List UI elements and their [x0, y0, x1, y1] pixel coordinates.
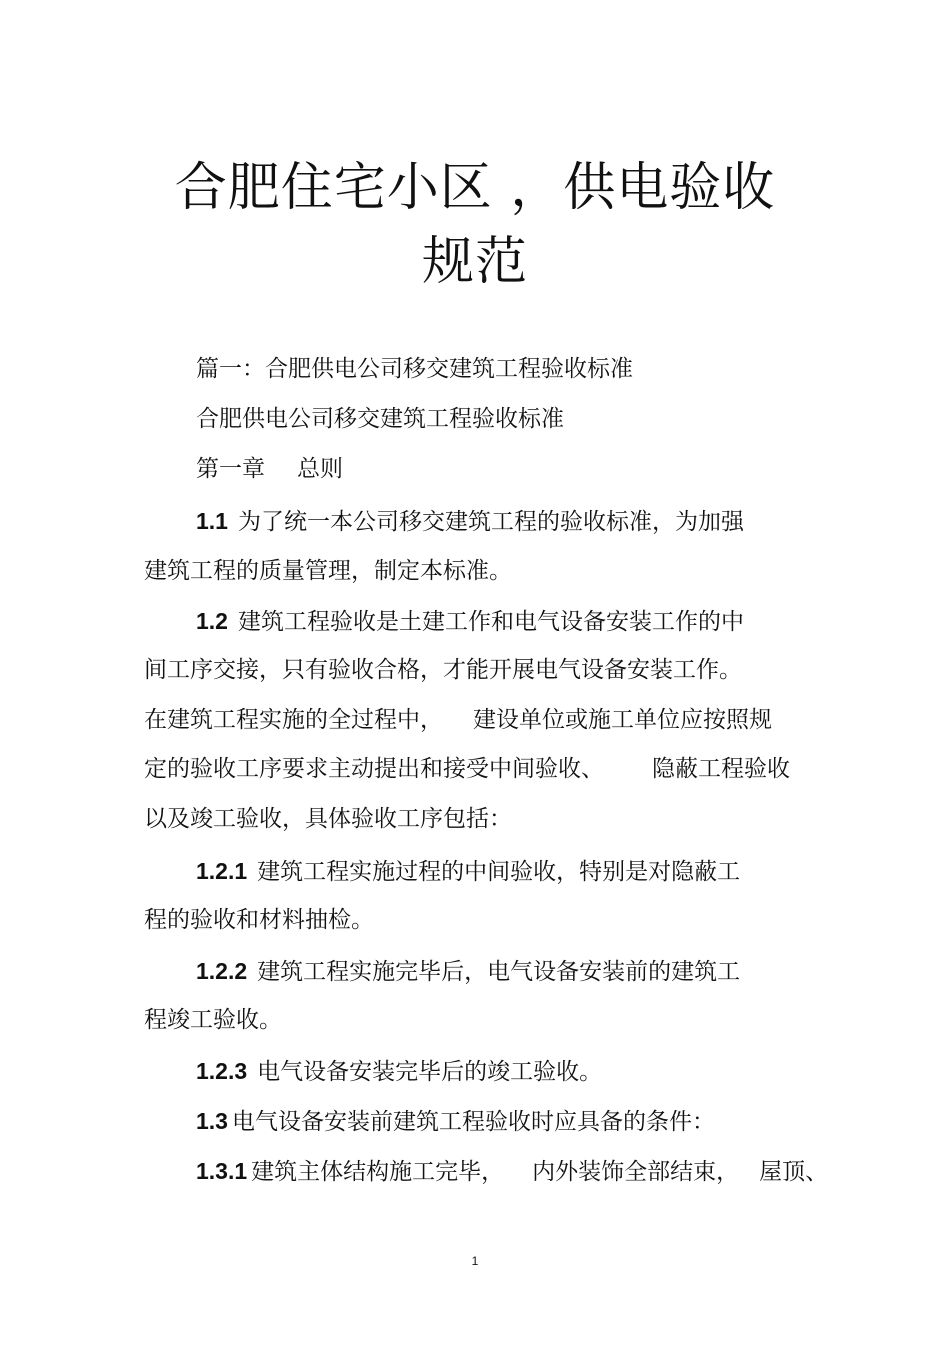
clause-text: 电气设备安装前建筑工程验收时应具备的条件： — [231, 1109, 715, 1135]
section-heading: 篇一：合肥供电公司移交建筑工程验收标准 — [196, 356, 633, 382]
clause-1-2 — [196, 610, 744, 634]
text-segment: 建筑主体结构施工完毕， — [251, 1159, 505, 1185]
clause-1-2-3 — [196, 1060, 602, 1084]
paragraph-line: 以及竣工验收，具体验收工序包括： — [144, 806, 512, 832]
clause-number: 1.3 — [196, 1108, 228, 1134]
clause-1-2-1 — [196, 860, 740, 884]
clause-1-3 — [196, 1110, 715, 1134]
clause-text: 建筑工程验收是土建工作和电气设备安装工作的中 — [237, 609, 744, 635]
clause-number: 1.3.1 — [196, 1158, 248, 1184]
paragraph-line: 程竣工验收。 — [144, 1007, 282, 1033]
document-title-line-1: 合肥住宅小区 ，供电验收 — [174, 158, 776, 218]
clause-1-3-1 — [196, 1160, 828, 1184]
paragraph-line: 程的验收和材料抽检。 — [144, 907, 374, 933]
clause-number: 1.2.1 — [196, 858, 248, 884]
page-number: 1 — [471, 1254, 479, 1268]
clause-text: 建筑工程实施完毕后，电气设备安装前的建筑工 — [257, 959, 741, 985]
document-title-line-2: 规范 — [421, 232, 528, 292]
paragraph-line — [144, 758, 790, 781]
clause-text: 为了统一本公司移交建筑工程的验收标准，为加强 — [237, 509, 744, 535]
text-segment: 内外装饰全部结束， — [532, 1159, 740, 1185]
standard-title: 合肥供电公司移交建筑工程验收标准 — [196, 406, 564, 432]
clause-number: 1.1 — [196, 508, 228, 534]
paragraph-line: 建筑工程的质量管理，制定本标准。 — [144, 558, 512, 584]
clause-number: 1.2.2 — [196, 958, 248, 984]
chapter-number: 第一章 — [196, 456, 265, 482]
text-segment: 定的验收工序要求主动提出和接受中间验收、 — [144, 756, 604, 782]
paragraph-line — [144, 709, 772, 732]
clause-number: 1.2.3 — [196, 1058, 248, 1084]
text-segment: 在建筑工程实施的全过程中， — [144, 707, 443, 733]
clause-text: 建筑工程实施过程的中间验收，特别是对隐蔽工 — [257, 859, 741, 885]
text-segment: 建设单位或施工单位应按照规 — [473, 707, 772, 733]
paragraph-line: 间工序交接，只有验收合格，才能开展电气设备安装工作。 — [144, 657, 742, 683]
clause-number: 1.2 — [196, 608, 228, 634]
clause-1-1 — [196, 510, 744, 534]
clause-text: 电气设备安装完毕后的竣工验收。 — [257, 1059, 603, 1085]
chapter-heading — [196, 458, 343, 481]
clause-1-2-2 — [196, 960, 740, 984]
text-segment: 屋顶、 — [759, 1159, 829, 1185]
text-segment: 隐蔽工程验收 — [652, 756, 790, 782]
chapter-title: 总则 — [297, 456, 343, 482]
